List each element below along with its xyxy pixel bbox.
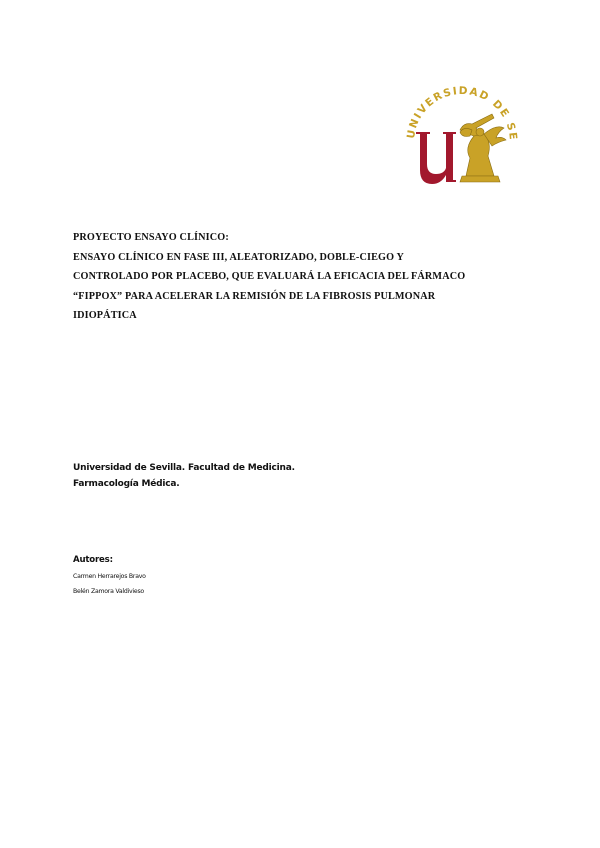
project-title-line: IDIOPÁTICA [73, 310, 137, 321]
project-title-block [73, 228, 543, 326]
institution-name: Universidad de Sevilla. Facultad de Medicina. [73, 463, 295, 473]
institution-block [73, 460, 295, 492]
authors-list [73, 570, 146, 599]
university-logo [400, 76, 524, 190]
svg-text:UNIVERSIDAD DE SEVILLA: UNIVERSIDAD DE SE [404, 84, 520, 142]
authors-label: Autores: [73, 555, 113, 565]
department-name: Farmacología Médica. [73, 479, 180, 489]
author-name: Belén Zamora Valdivieso [73, 587, 144, 595]
project-title-line: “FIPPOX” PARA ACELERAR LA REMISIÓN DE LA FIBROSIS PULMONAR [73, 290, 436, 302]
university-seal-icon [400, 76, 524, 190]
project-title-line: ENSAYO CLÍNICO EN FASE III, ALEATORIZADO, DOBLE-CIEGO Y [73, 251, 405, 263]
project-title-line: CONTROLADO POR PLACEBO, QUE EVALUARÁ LA EFICACIA DEL FÁRMACO [73, 271, 466, 282]
project-heading: PROYECTO ENSAYO CLÍNICO: [73, 232, 229, 243]
author-name: Carmen Herrarejos Bravo [73, 573, 146, 580]
